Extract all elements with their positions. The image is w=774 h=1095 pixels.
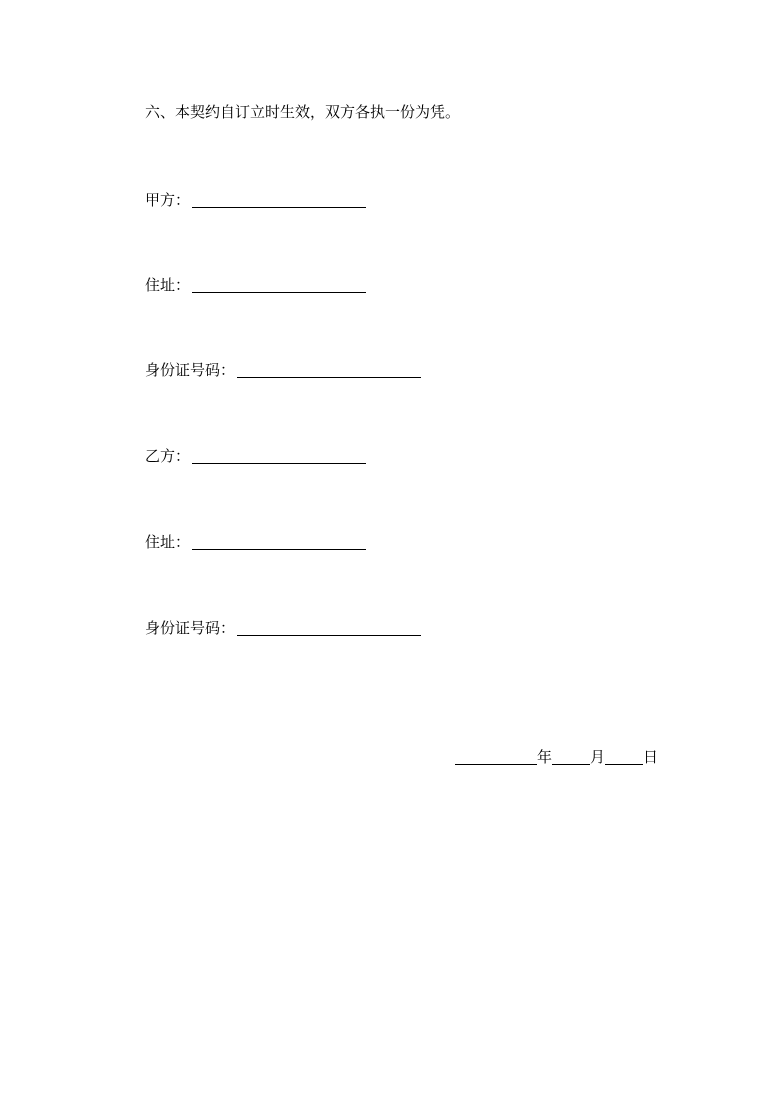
party-a-name-row <box>145 190 366 210</box>
clause-six-text: 六、本契约自订立时生效，双方各执一份为凭。 <box>145 103 461 121</box>
party-a-address-field[interactable] <box>192 278 366 293</box>
party-a-address-row <box>145 275 366 295</box>
party-b-address-field[interactable] <box>192 535 366 550</box>
month-label: 月 <box>590 748 606 766</box>
party-b-address-row <box>145 532 366 552</box>
party-a-id-label: 身份证号码： <box>145 361 236 379</box>
party-b-id-row <box>145 618 421 638</box>
party-b-id-label: 身份证号码： <box>145 619 236 637</box>
party-b-address-label: 住址： <box>145 533 191 551</box>
party-a-name-label: 甲方： <box>145 191 191 209</box>
party-a-name-field[interactable] <box>192 193 366 208</box>
year-label: 年 <box>537 748 553 766</box>
party-b-name-label: 乙方： <box>145 447 191 465</box>
party-b-name-row <box>145 446 366 466</box>
month-field[interactable] <box>552 750 590 765</box>
year-field[interactable] <box>455 750 537 765</box>
day-label: 日 <box>643 748 659 766</box>
party-b-id-field[interactable] <box>237 621 421 636</box>
day-field[interactable] <box>605 750 643 765</box>
party-a-id-field[interactable] <box>237 363 421 378</box>
party-a-address-label: 住址： <box>145 276 191 294</box>
clause-six <box>145 102 460 122</box>
party-a-id-row <box>145 360 421 380</box>
signing-date <box>455 747 658 767</box>
party-b-name-field[interactable] <box>192 449 366 464</box>
